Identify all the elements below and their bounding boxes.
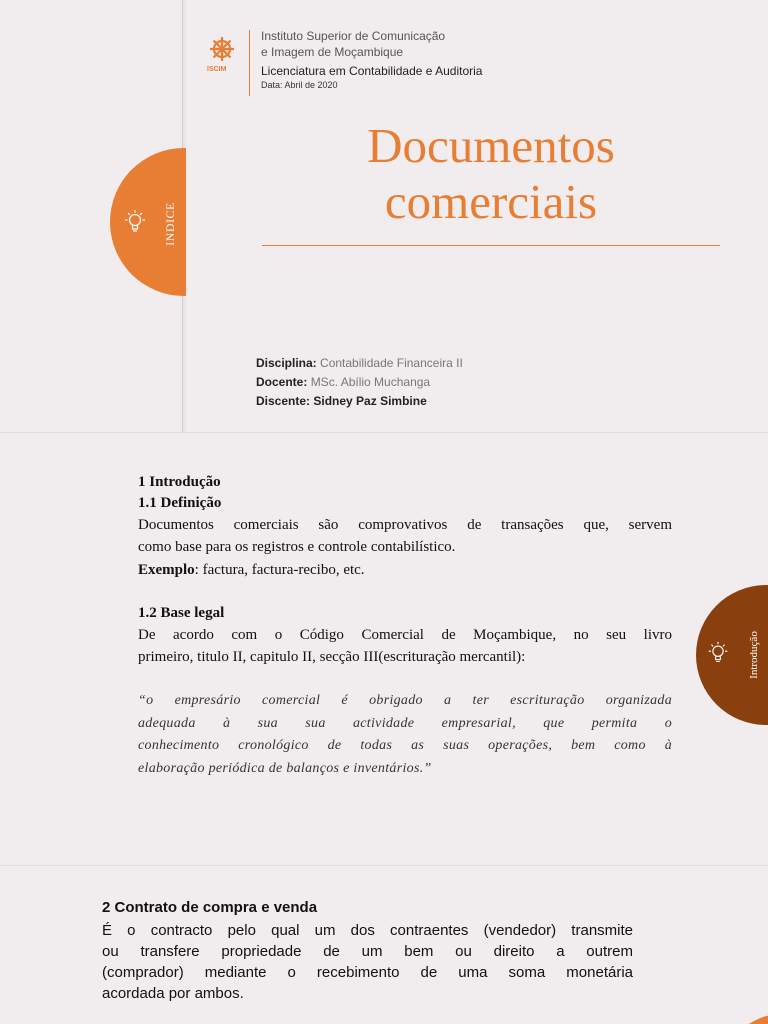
date-label: Data: Abril de 2020 — [261, 80, 338, 90]
quote-line-4: elaboração periódica de balanços e inventários.” — [138, 761, 432, 776]
contract-line-4: acordada por ambos. — [102, 985, 244, 1002]
heading-definicao: 1.1 Definição — [138, 495, 222, 511]
lightbulb-icon — [704, 640, 732, 668]
institution-line-1: Instituto Superior de Comunicação — [261, 29, 446, 43]
title-line-1: Documentos — [367, 118, 615, 173]
contract-line-2: ou transfere propriedade de um bem ou direito a outrem — [102, 943, 633, 960]
docente-label: Docente: — [256, 375, 308, 389]
discente-value: Sidney Paz Simbine — [313, 394, 427, 408]
introducao-tab-label: Introdução — [748, 631, 760, 679]
example-text: : factura, factura-recibo, etc. — [194, 562, 365, 578]
institution-line-2: e Imagem de Moçambique — [261, 45, 404, 59]
course-name: Licenciatura em Contabilidade e Auditoria — [261, 64, 483, 78]
legal-line-1: De acordo com o Código Comercial de Moçambique, no seu livro — [138, 627, 672, 643]
index-tab[interactable] — [110, 148, 186, 296]
lightbulb-icon — [120, 208, 150, 238]
cover-slide — [0, 0, 768, 432]
heading-base-legal: 1.2 Base legal — [138, 605, 225, 621]
disciplina-label: Disciplina: — [256, 356, 317, 370]
intro-slide — [0, 433, 768, 865]
institution-name — [261, 28, 445, 60]
quote-line-3: conhecimento cronológico de todas as suas operações, bem como à — [138, 738, 672, 753]
title-underline — [262, 245, 720, 246]
title-line-2: comerciais — [384, 174, 598, 229]
index-tab-label: INDICE — [162, 202, 177, 246]
discente-label: Discente: — [256, 394, 311, 408]
docente-value: MSc. Abílio Muchanga — [310, 375, 431, 389]
next-section-tab[interactable] — [722, 1014, 768, 1024]
contract-line-3: (comprador) mediante o recebimento de uma soma monetária — [102, 964, 633, 981]
disciplina-row — [256, 355, 463, 371]
heading-contrato: 2 Contrato de compra e venda — [102, 899, 318, 916]
contract-slide — [0, 866, 768, 1024]
definition-line-1: Documentos comerciais são comprovativos de transações que, servem — [138, 517, 672, 533]
logo-text: ISCIM — [207, 66, 227, 73]
header-divider — [249, 30, 250, 96]
introducao-tab[interactable] — [696, 585, 768, 725]
contract-line-1: É o contracto pelo qual um dos contraentes (vendedor) transmite — [102, 922, 633, 939]
heading-introducao: 1 Introdução — [138, 474, 221, 490]
example-line — [138, 560, 365, 581]
example-label: Exemplo — [138, 562, 195, 578]
disciplina-value: Contabilidade Financeira II — [320, 356, 463, 370]
quote-line-2: adequada à sua sua actividade empresarial, que permita o — [138, 716, 672, 731]
docente-row — [256, 374, 430, 390]
page-title — [262, 118, 720, 230]
legal-line-2: primeiro, titulo II, capitulo II, secção III(escrituração mercantil): — [138, 649, 526, 665]
definition-line-2: como base para os registros e controle contabilístico. — [138, 539, 456, 555]
quote-line-1: “o empresário comercial é obrigado a ter escrituração organizada — [138, 693, 672, 708]
discente-row — [256, 393, 427, 409]
